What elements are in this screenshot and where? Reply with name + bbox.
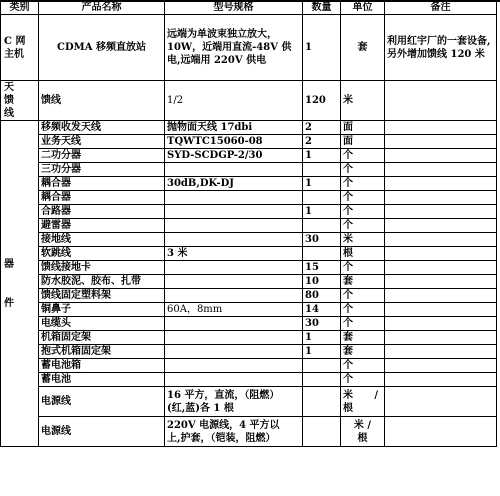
model-cell bbox=[165, 261, 303, 275]
unit-cell: 米 bbox=[341, 233, 385, 247]
note-cell bbox=[385, 373, 497, 387]
unit-line: 米 / bbox=[353, 419, 372, 431]
table-row bbox=[1, 135, 497, 149]
qty-cell: 1 bbox=[303, 331, 341, 345]
unit-cell: 套 bbox=[341, 15, 385, 81]
model-cell bbox=[165, 359, 303, 373]
table-row bbox=[1, 15, 497, 81]
note-cell bbox=[385, 135, 497, 149]
product-cell: 蓄电池箱 bbox=[39, 359, 165, 373]
unit-line: 根 bbox=[343, 402, 353, 414]
note-cell bbox=[385, 121, 497, 135]
qty-cell bbox=[303, 191, 341, 205]
model-cell bbox=[165, 275, 303, 289]
model-cell bbox=[165, 417, 303, 447]
qty-cell bbox=[303, 417, 341, 447]
qty-cell: 2 bbox=[303, 135, 341, 149]
table-row bbox=[1, 317, 497, 331]
product-cell: 耦合器 bbox=[39, 177, 165, 191]
qty-cell: 1 bbox=[303, 149, 341, 163]
product-cell: CDMA 移频直放站 bbox=[39, 15, 165, 81]
qty-cell bbox=[303, 219, 341, 233]
note-cell bbox=[385, 345, 497, 359]
unit-cell: 套 bbox=[341, 345, 385, 359]
qty-cell bbox=[303, 247, 341, 261]
table-row bbox=[1, 205, 497, 219]
model-cell: 3 米 bbox=[165, 247, 303, 261]
table-row bbox=[1, 177, 497, 191]
table-row bbox=[1, 359, 497, 373]
header-product: 产品名称 bbox=[39, 1, 165, 15]
unit-cell: 个 bbox=[341, 373, 385, 387]
table-row bbox=[1, 191, 497, 205]
table-row bbox=[1, 219, 497, 233]
table-row bbox=[1, 233, 497, 247]
product-cell: 三功分器 bbox=[39, 163, 165, 177]
unit-cell: 个 bbox=[341, 163, 385, 177]
table-row bbox=[1, 275, 497, 289]
model-cell: 60A，8mm bbox=[165, 303, 303, 317]
category-cell bbox=[1, 121, 39, 447]
unit-cell: 套 bbox=[341, 275, 385, 289]
product-cell: 接地线 bbox=[39, 233, 165, 247]
unit-cell: 套 bbox=[341, 331, 385, 345]
model-line: 16 平方，直流，（阻燃） bbox=[167, 389, 280, 401]
model-line: (红,蓝)各 1 根 bbox=[167, 402, 234, 414]
product-cell: 电源线 bbox=[39, 387, 165, 417]
model-cell bbox=[165, 219, 303, 233]
model-cell bbox=[165, 233, 303, 247]
product-cell: 合路器 bbox=[39, 205, 165, 219]
category-label: 线 bbox=[4, 108, 14, 119]
note-cell bbox=[385, 289, 497, 303]
product-cell: 业务天线 bbox=[39, 135, 165, 149]
product-cell: 电缆头 bbox=[39, 317, 165, 331]
unit-cell bbox=[341, 417, 385, 447]
category-label: 天 bbox=[4, 82, 14, 93]
unit-cell: 个 bbox=[341, 317, 385, 331]
note-cell bbox=[385, 205, 497, 219]
unit-cell: 个 bbox=[341, 261, 385, 275]
header-model: 型号规格 bbox=[165, 1, 303, 15]
qty-cell bbox=[303, 387, 341, 417]
note-cell bbox=[385, 417, 497, 447]
model-cell bbox=[165, 317, 303, 331]
product-cell: 馈线 bbox=[39, 81, 165, 121]
model-cell bbox=[165, 191, 303, 205]
note-cell bbox=[385, 219, 497, 233]
qty-cell: 14 bbox=[303, 303, 341, 317]
header-category: 类别 bbox=[1, 1, 39, 15]
product-cell: 软跳线 bbox=[39, 247, 165, 261]
unit-cell: 个 bbox=[341, 289, 385, 303]
header-note: 备注 bbox=[385, 1, 497, 15]
product-cell: 防水胶泥、胶布、扎带 bbox=[39, 275, 165, 289]
product-cell: 馈线接地卡 bbox=[39, 261, 165, 275]
product-cell: 耦合器 bbox=[39, 191, 165, 205]
unit-cell: 米 bbox=[341, 81, 385, 121]
qty-cell bbox=[303, 373, 341, 387]
table-row bbox=[1, 247, 497, 261]
product-cell: 机箱固定架 bbox=[39, 331, 165, 345]
product-cell: 移频收发天线 bbox=[39, 121, 165, 135]
unit-cell: 个 bbox=[341, 359, 385, 373]
header-qty: 数量 bbox=[303, 1, 341, 15]
model-cell: TQWTC15060-08 bbox=[165, 135, 303, 149]
qty-cell: 120 bbox=[303, 81, 341, 121]
table-row bbox=[1, 373, 497, 387]
unit-cell: 面 bbox=[341, 121, 385, 135]
header-unit: 单位 bbox=[341, 1, 385, 15]
table-row bbox=[1, 345, 497, 359]
table-row bbox=[1, 121, 497, 135]
product-cell: 二功分器 bbox=[39, 149, 165, 163]
note-cell bbox=[385, 191, 497, 205]
model-cell bbox=[165, 387, 303, 417]
unit-cell: 个 bbox=[341, 149, 385, 163]
unit-cell: 个 bbox=[341, 205, 385, 219]
model-cell bbox=[165, 205, 303, 219]
model-cell bbox=[165, 345, 303, 359]
qty-cell: 2 bbox=[303, 121, 341, 135]
model-cell: 远端为单波束独立放大，10W，近端用直流-48V 供电,远端用 220V 供电 bbox=[165, 15, 303, 81]
qty-cell: 80 bbox=[303, 289, 341, 303]
note-cell bbox=[385, 149, 497, 163]
product-cell: 蓄电池 bbox=[39, 373, 165, 387]
qty-cell: 1 bbox=[303, 177, 341, 191]
product-cell: 抱式机箱固定架 bbox=[39, 345, 165, 359]
model-line: 上,护套，（铠装，阻燃） bbox=[167, 432, 276, 444]
table-row bbox=[1, 81, 497, 121]
category-cell bbox=[1, 81, 39, 121]
note-cell bbox=[385, 81, 497, 121]
table-row bbox=[1, 163, 497, 177]
note-cell bbox=[385, 317, 497, 331]
model-cell bbox=[165, 163, 303, 177]
model-cell: 抛物面天线 17dbi bbox=[165, 121, 303, 135]
product-cell: 馈线固定塑料架 bbox=[39, 289, 165, 303]
note-cell bbox=[385, 303, 497, 317]
category-label: 器 bbox=[4, 258, 14, 270]
note-cell: 利用红宇厂的一套设备,另外增加馈线 120 米 bbox=[385, 15, 497, 81]
unit-cell: 个 bbox=[341, 177, 385, 191]
unit-cell: 根 bbox=[341, 247, 385, 261]
table-row bbox=[1, 303, 497, 317]
header-row bbox=[1, 1, 497, 15]
model-cell: 30dB,DK-DJ bbox=[165, 177, 303, 191]
qty-cell: 1 bbox=[303, 15, 341, 81]
unit-line: 根 bbox=[357, 432, 368, 444]
category-label: 馈 bbox=[4, 95, 14, 106]
model-cell bbox=[165, 289, 303, 303]
qty-cell: 10 bbox=[303, 275, 341, 289]
qty-cell: 30 bbox=[303, 317, 341, 331]
table-row bbox=[1, 417, 497, 447]
product-cell: 电源线 bbox=[39, 417, 165, 447]
category-cell bbox=[1, 15, 39, 81]
note-cell bbox=[385, 359, 497, 373]
note-cell bbox=[385, 331, 497, 345]
category-label: C 网 bbox=[4, 35, 26, 47]
product-cell: 铜鼻子 bbox=[39, 303, 165, 317]
model-cell: SYD-SCDGP-2/30 bbox=[165, 149, 303, 163]
table-row bbox=[1, 261, 497, 275]
note-cell bbox=[385, 163, 497, 177]
product-cell: 避雷器 bbox=[39, 219, 165, 233]
note-cell bbox=[385, 177, 497, 191]
table-row bbox=[1, 331, 497, 345]
table-row bbox=[1, 387, 497, 417]
unit-cell bbox=[341, 387, 385, 417]
qty-cell: 30 bbox=[303, 233, 341, 247]
note-cell bbox=[385, 233, 497, 247]
unit-cell: 个 bbox=[341, 219, 385, 233]
note-cell bbox=[385, 261, 497, 275]
category-label: 主机 bbox=[4, 48, 24, 60]
note-cell bbox=[385, 387, 497, 417]
qty-cell bbox=[303, 359, 341, 373]
category-label: 件 bbox=[4, 297, 14, 309]
qty-cell: 15 bbox=[303, 261, 341, 275]
qty-cell bbox=[303, 163, 341, 177]
table-row bbox=[1, 289, 497, 303]
unit-cell: 个 bbox=[341, 191, 385, 205]
qty-cell: 1 bbox=[303, 205, 341, 219]
unit-cell: 面 bbox=[341, 135, 385, 149]
model-line: 220V 电源线，4 平方以 bbox=[167, 419, 280, 431]
model-cell bbox=[165, 331, 303, 345]
model-cell bbox=[165, 373, 303, 387]
note-cell bbox=[385, 275, 497, 289]
model-cell: 1/2 bbox=[165, 81, 303, 121]
unit-line: / bbox=[374, 389, 378, 401]
note-cell bbox=[385, 247, 497, 261]
table-row bbox=[1, 149, 497, 163]
unit-cell: 个 bbox=[341, 303, 385, 317]
unit-line: 米 bbox=[343, 389, 353, 401]
qty-cell: 1 bbox=[303, 345, 341, 359]
